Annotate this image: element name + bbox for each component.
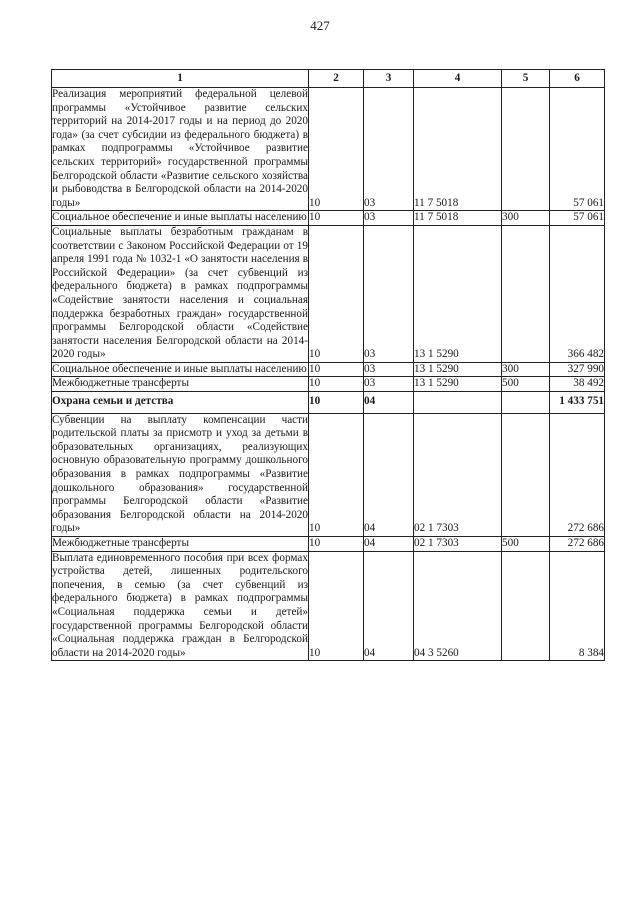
row-subsection: 03 [364, 225, 414, 362]
row-name: Межбюджетные трансферты [52, 537, 309, 552]
row-amount: 57 061 [550, 211, 605, 226]
row-expense-type [502, 551, 550, 661]
row-amount: 366 482 [550, 225, 605, 362]
row-section: 10 [309, 377, 364, 392]
row-name: Охрана семьи и детства [52, 392, 309, 414]
row-section: 10 [309, 225, 364, 362]
row-amount: 57 061 [550, 88, 605, 211]
row-section: 10 [309, 392, 364, 414]
row-amount: 38 492 [550, 377, 605, 392]
row-name: Субвенции на выплату компенсации части родительской платы за присмотр и уход за детьми в образовательных организациях, реализующих основную образовательную программу дошкольного образования в рамках подпрограммы «Развитие дошкольного образования» государственной программы Белгородской области «Развитие образования Белгородской области на 2014-2020 годы» [52, 413, 309, 536]
row-expense-type [502, 225, 550, 362]
table-row [52, 413, 605, 536]
table-row [52, 537, 605, 552]
row-amount: 272 686 [550, 413, 605, 536]
table-row [52, 377, 605, 392]
column-header: 2 [309, 70, 364, 88]
row-expense-type: 500 [502, 537, 550, 552]
row-name: Межбюджетные трансферты [52, 377, 309, 392]
row-section: 10 [309, 88, 364, 211]
row-name: Реализация мероприятий федеральной целевой программы «Устойчивое развитие сельских территорий на 2014-2017 годы и на период до 2020 года» (за счет субсидии из федерального бюджета) в рамках подпрограммы «Устойчивое развитие сельских территорий» государственной программы Белгородской области «Развитие сельского хозяйства и рыбоводства в Белгородской области на 2014-2020 годы» [52, 88, 309, 211]
row-target-code: 02 1 7303 [414, 413, 502, 536]
table-row [52, 211, 605, 226]
row-section: 10 [309, 551, 364, 661]
row-target-code [414, 392, 502, 414]
row-subsection: 04 [364, 392, 414, 414]
row-expense-type [502, 88, 550, 211]
row-subsection: 03 [364, 88, 414, 211]
column-header: 4 [414, 70, 502, 88]
row-section: 10 [309, 413, 364, 536]
row-expense-type: 300 [502, 211, 550, 226]
row-subsection: 04 [364, 537, 414, 552]
row-section: 10 [309, 537, 364, 552]
table-row [52, 225, 605, 362]
row-amount: 8 384 [550, 551, 605, 661]
row-amount: 1 433 751 [550, 392, 605, 414]
row-target-code: 04 3 5260 [414, 551, 502, 661]
row-target-code: 13 1 5290 [414, 225, 502, 362]
column-header: 3 [364, 70, 414, 88]
table-row [52, 88, 605, 211]
row-subsection: 03 [364, 377, 414, 392]
row-target-code: 11 7 5018 [414, 211, 502, 226]
budget-table [51, 69, 605, 661]
column-header: 5 [502, 70, 550, 88]
row-amount: 327 990 [550, 362, 605, 377]
row-target-code: 11 7 5018 [414, 88, 502, 211]
row-expense-type [502, 392, 550, 414]
row-target-code: 02 1 7303 [414, 537, 502, 552]
row-section: 10 [309, 211, 364, 226]
row-expense-type: 500 [502, 377, 550, 392]
row-name: Социальные выплаты безработным гражданам в соответствии с Законом Российской Федерации от 19 апреля 1991 года № 1032-1 «О занятости населения в Российской Федерации» (за счет субвенций из федерального бюджета) в рамках подпрограммы «Содействие занятости населения и социальная поддержка безработных граждан» государственной программы Белгородской области «Содействие занятости населения Белгородской области на 2014-2020 годы» [52, 225, 309, 362]
row-name: Социальное обеспечение и иные выплаты населению [52, 362, 309, 377]
row-name: Выплата единовременного пособия при всех формах устройства детей, лишенных родительского попечения, в семью (за счет субвенций из федерального бюджета) в рамках подпрограммы «Социальная поддержка семьи и детей» государственной программы Белгородской области «Социальная поддержка граждан в Белгородской области на 2014-2020 годы» [52, 551, 309, 661]
row-target-code: 13 1 5290 [414, 362, 502, 377]
column-header: 1 [52, 70, 309, 88]
row-expense-type: 300 [502, 362, 550, 377]
row-subsection: 03 [364, 211, 414, 226]
row-target-code: 13 1 5290 [414, 377, 502, 392]
table-row-section-total [52, 392, 605, 414]
page-number: 427 [310, 18, 330, 33]
row-section: 10 [309, 362, 364, 377]
table-row [52, 551, 605, 661]
row-subsection: 04 [364, 413, 414, 536]
row-expense-type [502, 413, 550, 536]
row-subsection: 04 [364, 551, 414, 661]
row-subsection: 03 [364, 362, 414, 377]
column-header: 6 [550, 70, 605, 88]
table-row [52, 362, 605, 377]
table-header-row [52, 70, 605, 88]
row-name: Социальное обеспечение и иные выплаты населению [52, 211, 309, 226]
row-amount: 272 686 [550, 537, 605, 552]
